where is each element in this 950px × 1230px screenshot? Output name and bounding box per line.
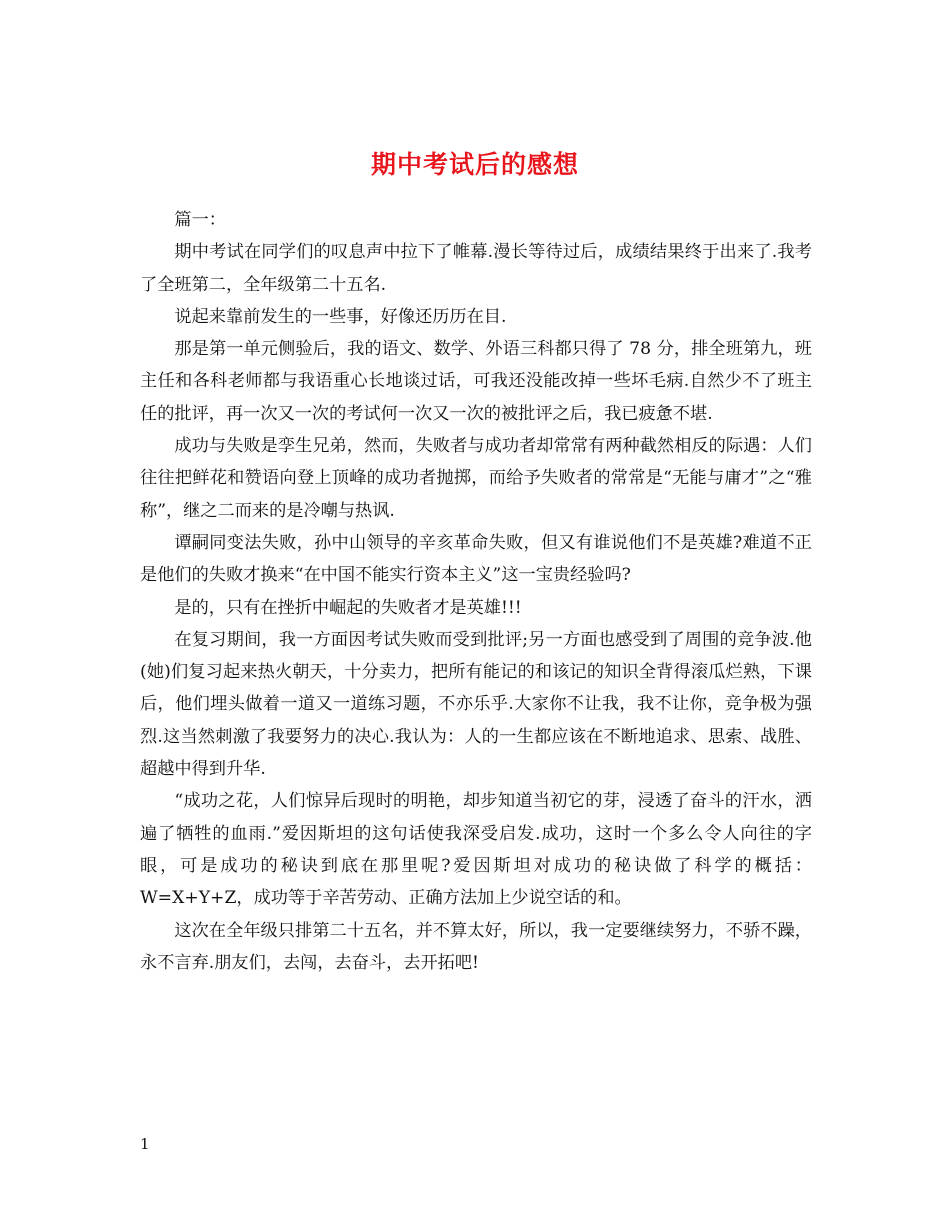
paragraph: 成功与失败是孪生兄弟，然而，失败者与成功者却常常有两种截然相反的际遇：人们往往把鲜花和赞语向登上顶峰的成功者抛掷，而给予失败者的常常是“无能与庸才”之“雅称”，继之二而来的是冷嘲与热讽. [140, 436, 812, 521]
paragraph: 这次在全年级只排第二十五名，并不算太好，所以，我一定要继续努力，不骄不躁，永不言弃.朋友们，去闯，去奋斗，去开拓吧! [140, 920, 812, 973]
paragraph: 在复习期间，我一方面因考试失败而受到批评;另一方面也感受到了周围的竞争波.他(她)们复习起来热火朝天，十分卖力，把所有能记的和该记的知识全背得滚瓜烂熟，下课后，他们埋头做着一道又一道练习题，不亦乐乎.大家你不让我，我不让你，竞争极为强烈.这当然刺激了我要努力的决心.我认为：人的一生都应该在不断地追求、思索、战胜、超越中得到升华. [140, 629, 812, 780]
paragraph: 是的，只有在挫折中崛起的失败者才是英雄!!! [174, 597, 522, 618]
paragraph: 期中考试在同学们的叹息声中拉下了帷幕.漫长等待过后，成绩结果终于出来了.我考了全班第二，全年级第二十五名. [140, 242, 812, 295]
document-title: 期中考试后的感想 [370, 149, 579, 179]
paragraph: 那是第一单元侧验后，我的语文、数学、外语三科都只得了 78 分，排全班第九，班主任和各科老师都与我语重心长地谈过话，可我还没能改掉一些坏毛病.自然少不了班主任的批评，再一次又一次的考试何一次又一次的被批评之后，我已疲惫不堪. [140, 339, 812, 424]
document-body [140, 204, 812, 979]
page-number: 1 [140, 1135, 150, 1153]
paragraph: 谭嗣同变法失败，孙中山领导的辛亥革命失败，但又有谁说他们不是英雄?难道不正是他们的失败才换来“在中国不能实行资本主义”这一宝贵经验吗? [140, 532, 812, 586]
paragraph: “成功之花，人们惊异后现时的明艳，却步知道当初它的芽，浸透了奋斗的汗水，洒遍了牺牲的血雨.”爱因斯坦的这句话使我深受启发.成功，这时一个多么令人向往的字眼，可是成功的秘诀到底在那里呢?爱因斯坦对成功的秘诀做了科学的概括：W=X+Y+Z，成功等于辛苦劳动、正确方法加上少说空话的和。 [140, 791, 812, 909]
paragraph-section-label: 篇一： [174, 210, 226, 230]
paragraph: 说起来靠前发生的一些事，好像还历历在目. [174, 306, 507, 327]
